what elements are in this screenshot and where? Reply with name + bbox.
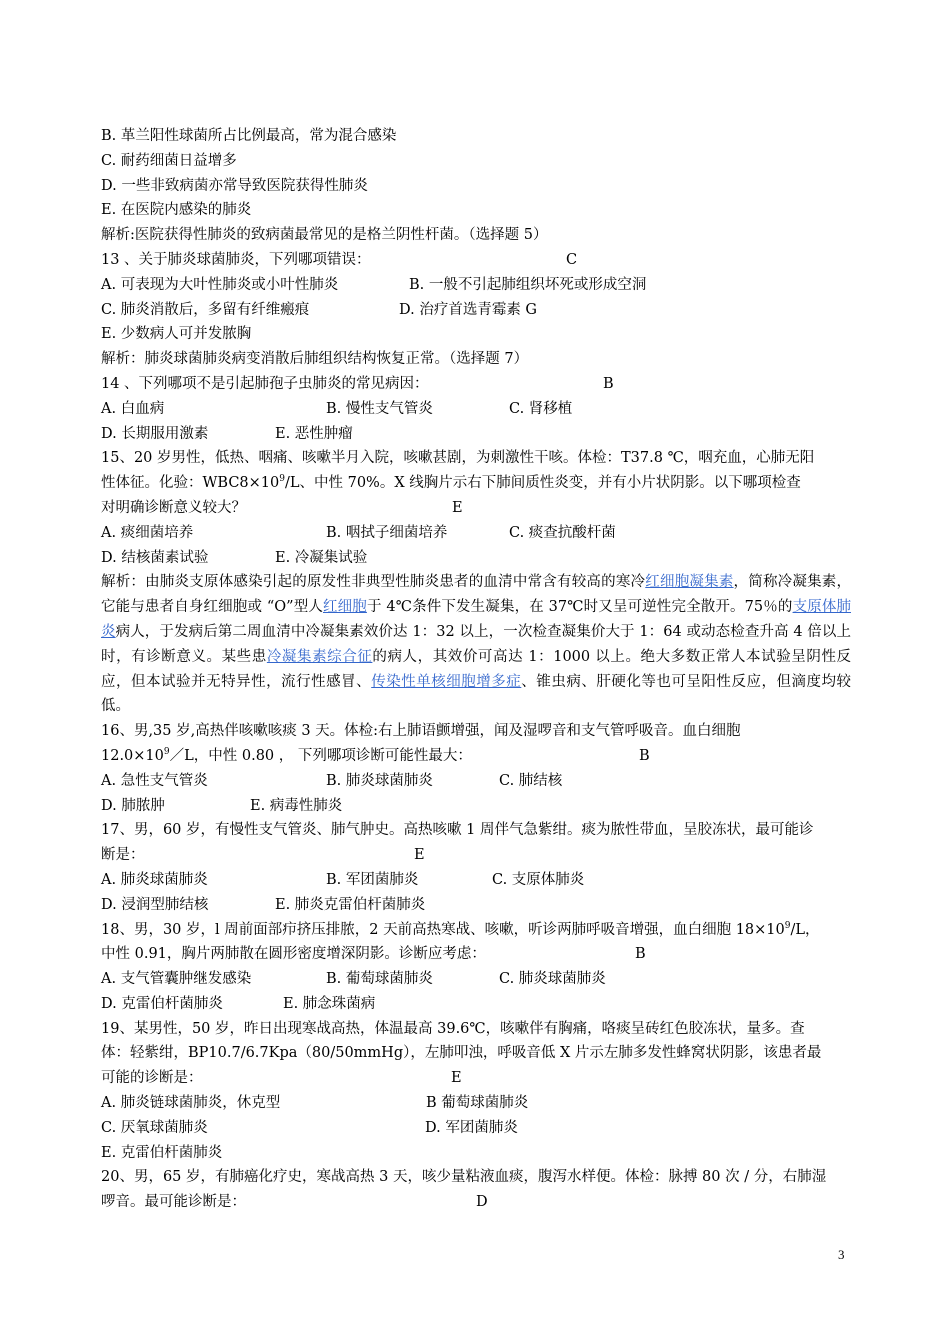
q15-analysis-text-2: ，简称冷凝集素，它能与患者自身红细胞或 “O”型人 bbox=[101, 574, 852, 616]
q17-option-d: D. 浸润型肺结核 bbox=[101, 896, 209, 913]
q16-superscript: 9 bbox=[163, 746, 170, 757]
q16-option-a: A. 急性支气管炎 bbox=[101, 772, 208, 789]
q12-option-b: B. 革兰阳性球菌所占比例最高，常为混合感染 bbox=[101, 128, 397, 144]
q15-option-b: B. 咽拭子细菌培养 bbox=[326, 524, 448, 541]
q20-stem-line2 bbox=[101, 1190, 851, 1215]
q18-option-a: A. 支气管囊肿继发感染 bbox=[101, 971, 252, 988]
page-number: 3 bbox=[838, 1247, 845, 1262]
q15-analysis bbox=[101, 570, 851, 719]
q19-option-c: C. 厌氧球菌肺炎 bbox=[101, 1119, 208, 1136]
q16-option-d: D. 肺脓肿 bbox=[101, 797, 165, 814]
q15-superscript: 9 bbox=[279, 474, 285, 485]
q15-analysis-text-6: 、锥虫病、肝硬化等也可呈阳性反应，但滴度均较低。 bbox=[101, 673, 852, 715]
q18-option-c: C. 肺炎球菌肺炎 bbox=[499, 971, 606, 988]
q19-option-a: A. 肺炎链球菌肺炎，休克型 bbox=[101, 1095, 281, 1112]
q12-option-d: D. 一些非致病菌亦常导致医院获得性肺炎 bbox=[101, 177, 368, 194]
q14-option-a: A. 白血病 bbox=[101, 400, 165, 417]
q18-option-d: D. 克雷伯杆菌肺炎 bbox=[101, 995, 223, 1012]
q15-option-a: A. 痰细菌培养 bbox=[101, 524, 194, 541]
q14-option-d: D. 长期服用激素 bbox=[101, 425, 209, 442]
q19-options-cd bbox=[101, 1116, 851, 1141]
q18-superscript: 9 bbox=[784, 920, 791, 931]
q16-answer: B bbox=[639, 747, 650, 764]
q13-stem-text: 13 、关于肺炎球菌肺炎，下列哪项错误： bbox=[101, 251, 371, 268]
q16-stem-line2 bbox=[101, 744, 851, 769]
q17-options-abc bbox=[101, 868, 851, 893]
q15-answer: E bbox=[452, 499, 463, 516]
link-red-blood-cell[interactable]: 红细胞 bbox=[323, 599, 367, 616]
q14-stem bbox=[101, 372, 851, 397]
q18-stem-line1 bbox=[101, 918, 851, 943]
q14-option-b: B. 慢性支气管炎 bbox=[326, 400, 433, 417]
q13-options-cd bbox=[101, 298, 851, 323]
q15-analysis-text-5: 的病人，其效价可高达 1：1000 以上。绝大多数正常人本试验呈阴性反应，但本试验并无特异性，流行性感冒、 bbox=[101, 648, 852, 690]
q19-stem-line3-text: 可能的诊断是： bbox=[101, 1070, 203, 1087]
q15-stem-line2-a: 性体征。化验：WBC8×10 bbox=[101, 475, 280, 492]
q14-option-c: C. 肾移植 bbox=[509, 400, 573, 417]
q15-stem-line2-b: /L、中性 70%。X 线胸片示右下肺间质性炎变，并有小片状阴影。以下哪项检查 bbox=[284, 475, 801, 492]
q19-stem-line2: 体：轻紫绀，BP10.7/6.7Kpa（80/50mmHg），左肺叩浊，呼吸音低 X 片示左肺多发性蜂窝状阴影，该患者最 bbox=[101, 1045, 822, 1062]
link-hemagglutinin[interactable]: 红细胞凝集素 bbox=[645, 574, 734, 591]
q13-option-b: B. 一般不引起肺组织坏死或形成空洞 bbox=[409, 276, 647, 293]
q15-analysis-text-4: 病人，于发病后第二周血清中冷凝集素效价达 1：32 以上，一次检查凝集价大于 1：64 或动态检查升高 4 倍以上时，有诊断意义。某些患 bbox=[101, 623, 852, 665]
q17-option-c: C. 支原体肺炎 bbox=[492, 871, 585, 888]
q12-option-e: E. 在医院内感染的肺炎 bbox=[101, 202, 252, 219]
link-cold-agglutinin-syndrome[interactable]: 冷凝集素综合征 bbox=[266, 648, 373, 665]
q19-answer: E bbox=[451, 1070, 462, 1087]
q15-analysis-text-3: 于 4℃条件下发生凝集，在 37℃时又呈可逆性完全散开。75％的 bbox=[366, 599, 793, 616]
q13-analysis: 解析：肺炎球菌肺炎病变消散后肺组织结构恢复正常。（选择题 7） bbox=[101, 351, 529, 368]
q18-stem-line2 bbox=[101, 942, 851, 967]
q18-stem-line2-text: 中性 0.91，胸片两肺散在圆形密度增深阴影。诊断应考虑： bbox=[101, 946, 486, 963]
q16-stem-line2-b: ／L，中性 0.80 ， 下列哪项诊断可能性最大： bbox=[169, 747, 472, 764]
q12-option-c: C. 耐药细菌日益增多 bbox=[101, 152, 237, 169]
q13-option-e: E. 少数病人可并发脓胸 bbox=[101, 326, 252, 343]
q17-answer: E bbox=[414, 847, 425, 864]
q16-stem-line2-a: 12.0×10 bbox=[101, 747, 164, 764]
q19-options-ab bbox=[101, 1091, 851, 1116]
q17-stem-line1: 17、男，60 岁，有慢性支气管炎、肺气肿史。高热咳嗽 1 周伴气急紫绀。痰为脓性带血，呈胶冻状，最可能诊 bbox=[101, 822, 814, 839]
q14-option-e: E. 恶性肿瘤 bbox=[275, 425, 353, 442]
q15-analysis-text-1: 解析：由肺炎支原体感染引起的原发性非典型性肺炎患者的血清中常含有较高的寒冷 bbox=[101, 574, 646, 591]
q15-option-e: E. 冷凝集试验 bbox=[275, 549, 368, 566]
document-body bbox=[101, 124, 851, 1215]
q13-answer: C bbox=[566, 251, 578, 268]
q13-option-d: D. 治疗首选青霉素 G bbox=[399, 301, 538, 318]
q18-option-b: B. 葡萄球菌肺炎 bbox=[326, 971, 433, 988]
q17-stem-line2 bbox=[101, 843, 851, 868]
q14-answer: B bbox=[603, 375, 614, 392]
q20-stem-line1: 20、男，65 岁，有肺癌化疗史，寒战高热 3 天，咳少量粘液血痰，腹泻水样便。体检：脉搏 80 次 / 分，右肺湿 bbox=[101, 1169, 827, 1186]
q19-option-d: D. 军团菌肺炎 bbox=[425, 1119, 518, 1136]
q20-stem-line2-text: 啰音。最可能诊断是： bbox=[101, 1194, 246, 1211]
q15-options-abc bbox=[101, 521, 851, 546]
q13-option-a: A. 可表现为大叶性肺炎或小叶性肺炎 bbox=[101, 276, 339, 293]
q19-stem-line1: 19、某男性，50 岁，昨日出现寒战高热，体温最高 39.6℃，咳嗽伴有胸痛，咯痰呈砖红色胶冻状，量多。查 bbox=[101, 1020, 805, 1037]
q17-option-b: B. 军团菌肺炎 bbox=[326, 871, 419, 888]
q16-option-e: E. 病毒性肺炎 bbox=[250, 797, 343, 814]
q17-option-a: A. 肺炎球菌肺炎 bbox=[101, 871, 208, 888]
q17-options-de bbox=[101, 893, 851, 918]
q15-option-c: C. 痰查抗酸杆菌 bbox=[509, 524, 616, 541]
q16-option-c: C. 肺结核 bbox=[499, 772, 563, 789]
q17-stem-line2-text: 断是： bbox=[101, 847, 145, 864]
q17-option-e: E. 肺炎克雷伯杆菌肺炎 bbox=[275, 896, 426, 913]
link-mycoplasma-pneumonia[interactable]: 支原体肺炎 bbox=[101, 599, 851, 640]
q18-answer: B bbox=[635, 946, 646, 963]
q16-stem-line1: 16、男,35 岁,高热伴咳嗽咳痰 3 天。体检:右上肺语颤增强，闻及湿啰音和支气管呼吸音。血白细胞 bbox=[101, 723, 741, 740]
q12-analysis: 解析:医院获得性肺炎的致病菌最常见的是格兰阴性杆菌。（选择题 5） bbox=[101, 227, 548, 244]
q19-option-e: E. 克雷伯杆菌肺炎 bbox=[101, 1144, 223, 1161]
q15-stem-line3 bbox=[101, 496, 851, 521]
q13-stem bbox=[101, 248, 851, 273]
q15-stem-line3-text: 对明确诊断意义较大？ bbox=[101, 499, 246, 516]
q18-options-de bbox=[101, 992, 851, 1017]
q18-options-abc bbox=[101, 967, 851, 992]
q18-option-e: E. 肺念珠菌病 bbox=[283, 995, 376, 1012]
q13-option-c: C. 肺炎消散后，多留有纤维瘢痕 bbox=[101, 301, 310, 318]
q14-stem-text: 14 、下列哪项不是引起肺孢子虫肺炎的常见病因： bbox=[101, 375, 429, 392]
q16-option-b: B. 肺炎球菌肺炎 bbox=[326, 772, 433, 789]
q19-option-b: B 葡萄球菌肺炎 bbox=[426, 1095, 529, 1112]
q20-answer: D bbox=[476, 1194, 488, 1211]
q19-stem-line3 bbox=[101, 1066, 851, 1091]
link-infectious-mononucleosis[interactable]: 传染性单核细胞增多症 bbox=[371, 673, 522, 690]
q14-options-de bbox=[101, 422, 851, 447]
q15-options-de bbox=[101, 546, 851, 571]
q18-stem-line1-b: /L， bbox=[790, 921, 820, 938]
q13-options-ab bbox=[101, 273, 851, 298]
q18-stem-line1-a: 18、男，30 岁，l 周前面部疖挤压排脓，2 天前高热寒战、咳嗽，听诊两肺呼吸音增强，血白细胞 18×10 bbox=[101, 921, 785, 938]
q16-options-abc bbox=[101, 769, 851, 794]
q15-stem-line1: 15、20 岁男性，低热、咽痛、咳嗽半月入院，咳嗽甚剧，为刺激性干咳。体检：T37.8 ℃，咽充血，心肺无阳 bbox=[101, 450, 815, 467]
q15-stem-line2 bbox=[101, 471, 851, 496]
q15-option-d: D. 结核菌素试验 bbox=[101, 549, 209, 566]
q16-options-de bbox=[101, 794, 851, 819]
q14-options-abc bbox=[101, 397, 851, 422]
